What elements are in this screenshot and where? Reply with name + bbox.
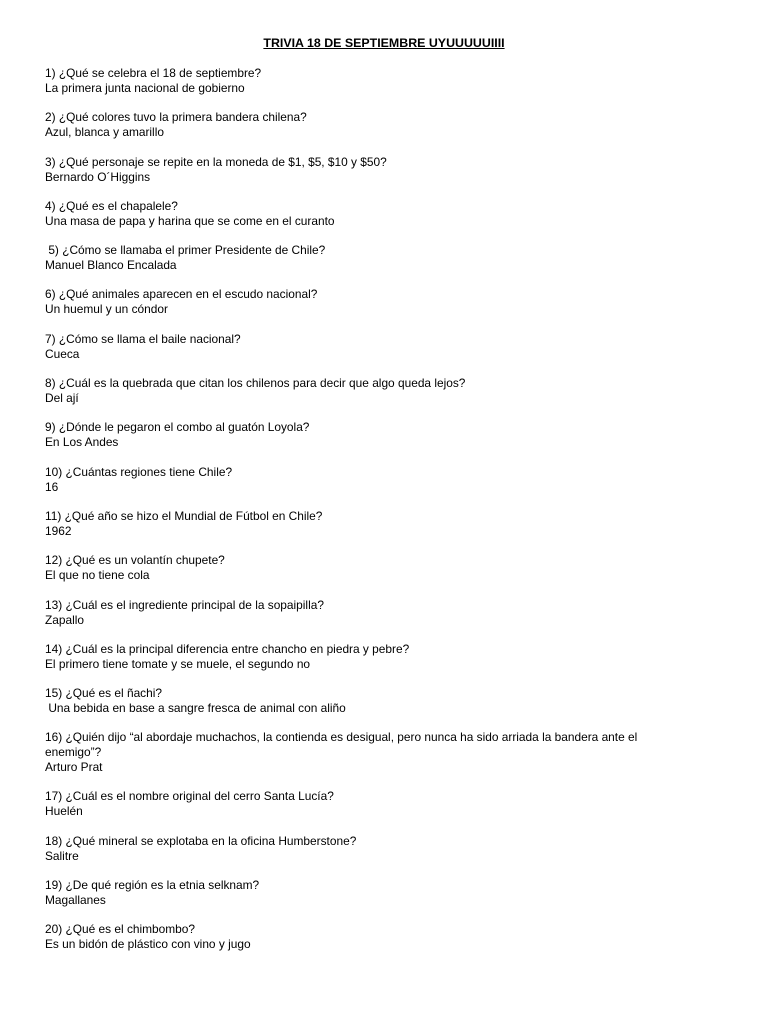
question-text: 9) ¿Dónde le pegaron el combo al guatón Loyola? [45, 420, 310, 435]
question-list [45, 66, 735, 967]
question-text: 15) ¿Qué es el ñachi? [45, 686, 162, 701]
question-text: 3) ¿Qué personaje se repite en la moneda de $1, $5, $10 y $50? [45, 154, 387, 169]
answer-text: El que no tiene cola [45, 568, 150, 583]
question-item-17 [45, 789, 735, 833]
question-text: 4) ¿Qué es el chapalele? [45, 198, 178, 213]
question-item-2 [45, 110, 735, 154]
answer-text: Del ají [45, 391, 79, 406]
question-item-4 [45, 199, 735, 243]
answer-text: Azul, blanca y amarillo [45, 125, 164, 140]
question-item-6 [45, 287, 735, 331]
answer-text: La primera junta nacional de gobierno [45, 81, 245, 95]
question-text: 5) ¿Cómo se llamaba el primer Presidente de Chile? [45, 243, 326, 258]
question-item-7 [45, 332, 735, 376]
question-item-11 [45, 509, 735, 553]
question-item-3 [45, 155, 735, 199]
question-text: 20) ¿Qué es el chimbombo? [45, 922, 196, 937]
question-item-9 [45, 420, 735, 464]
question-text: 2) ¿Qué colores tuvo la primera bandera chilena? [45, 110, 307, 125]
question-text: 19) ¿De qué región es la etnia selknam? [45, 878, 260, 893]
question-item-15 [45, 686, 735, 730]
answer-text: Manuel Blanco Encalada [45, 258, 177, 273]
question-text: 10) ¿Cuántas regiones tiene Chile? [45, 464, 233, 479]
answer-text: Bernardo O´Higgins [45, 169, 151, 184]
question-item-10 [45, 465, 735, 509]
answer-text: El primero tiene tomate y se muele, el segundo no [45, 656, 311, 671]
answer-text: Cueca [45, 346, 80, 361]
answer-text: Un huemul y un cóndor [45, 302, 168, 317]
question-item-1 [45, 66, 735, 110]
answer-text: Arturo Prat [45, 760, 103, 775]
question-text: 16) ¿Quién dijo “al abordaje muchachos, la contienda es desigual, pero nunca ha sido arriada la bandera ante el [45, 730, 638, 745]
question-text-continued: enemigo”? [45, 745, 102, 760]
answer-text: En Los Andes [45, 435, 119, 450]
question-item-5 [45, 243, 735, 287]
question-item-12 [45, 553, 735, 597]
answer-text: Una bebida en base a sangre fresca de animal con aliño [45, 701, 346, 716]
question-text: 8) ¿Cuál es la quebrada que citan los chilenos para decir que algo queda lejos? [45, 376, 466, 391]
question-text: 18) ¿Qué mineral se explotaba en la oficina Humberstone? [45, 833, 357, 848]
answer-text: Magallanes [45, 893, 106, 908]
question-text: 1) ¿Qué se celebra el 18 de septiembre? [45, 66, 262, 80]
question-item-18 [45, 834, 735, 878]
answer-text: Salitre [45, 848, 79, 863]
answer-text: Una masa de papa y harina que se come en el curanto [45, 213, 335, 228]
question-item-19 [45, 878, 735, 922]
answer-text: Huelén [45, 804, 83, 819]
question-text: 13) ¿Cuál es el ingrediente principal de la sopaipilla? [45, 597, 324, 612]
question-item-14 [45, 642, 735, 686]
question-text: 7) ¿Cómo se llama el baile nacional? [45, 331, 241, 346]
question-text: 12) ¿Qué es un volantín chupete? [45, 553, 225, 568]
question-text: 6) ¿Qué animales aparecen en el escudo nacional? [45, 287, 318, 302]
answer-text: Zapallo [45, 612, 84, 627]
question-text: 14) ¿Cuál es la principal diferencia entre chancho en piedra y pebre? [45, 641, 410, 656]
question-text: 11) ¿Qué año se hizo el Mundial de Fútbol en Chile? [45, 508, 323, 523]
question-text: 17) ¿Cuál es el nombre original del cerro Santa Lucía? [45, 789, 334, 804]
question-item-8 [45, 376, 735, 420]
question-item-16 [45, 730, 735, 789]
answer-text: 1962 [45, 523, 72, 538]
answer-text: Es un bidón de plástico con vino y jugo [45, 937, 251, 952]
answer-text: 16 [45, 479, 59, 494]
document-title: TRIVIA 18 DE SEPTIEMBRE UYUUUUUIIII [263, 36, 505, 50]
question-item-20 [45, 922, 735, 966]
question-item-13 [45, 598, 735, 642]
